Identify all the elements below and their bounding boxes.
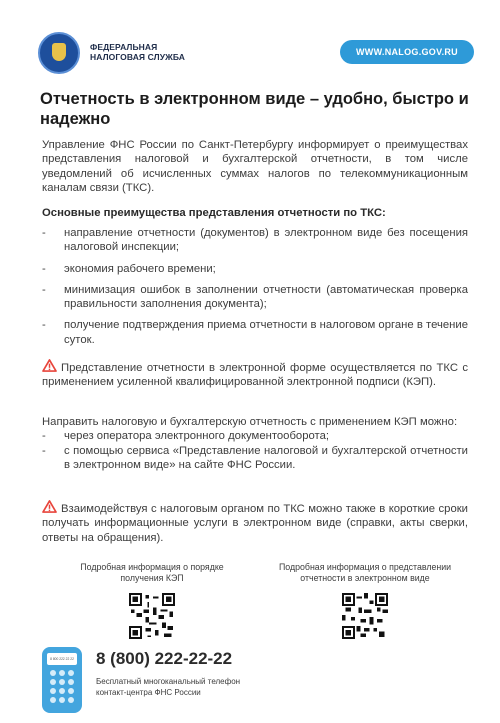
list-item: - через оператора электронного документооборота; <box>42 429 468 443</box>
list-item: - экономия рабочего времени; <box>42 262 468 276</box>
qr-code[interactable] <box>342 593 388 639</box>
qr-block-reporting <box>270 562 460 639</box>
phone-icon <box>42 647 82 713</box>
list-item-text: получение подтверждения приема отчетности в налоговом органе в течение суток. <box>64 319 468 346</box>
page-title: Отчетность в электронном виде – удобно, быстро и надежно <box>40 90 469 128</box>
org-name-line2: НАЛОГОВАЯ СЛУЖБА <box>90 52 185 62</box>
warning-note-kep <box>42 359 468 390</box>
phone-screen: 8 800 222 22 22 <box>47 653 77 665</box>
advantages-list <box>42 226 468 354</box>
list-item-text: минимизация ошибок в заполнении отчетности (автоматическая проверка правильности заполнения документа); <box>64 283 468 311</box>
qr-caption: Подробная информация о порядке получения КЭП <box>80 562 224 583</box>
list-item: - получение подтверждения приема отчетности в налоговом органе в течение суток. <box>42 319 468 346</box>
org-name-line1: ФЕДЕРАЛЬНАЯ <box>90 42 158 52</box>
list-item: - минимизация ошибок в заполнении отчетности (автоматическая проверка правильности заполнения документа); <box>42 283 468 311</box>
list-item: - с помощью сервиса «Представление налоговой и бухгалтерской отчетности в электронном виде» на сайте ФНС России. <box>42 444 468 471</box>
send-section <box>42 415 468 472</box>
list-item-text: направление отчетности (документов) в электронном виде без посещения налоговой инспекции; <box>64 227 468 254</box>
fns-emblem-icon <box>38 32 80 74</box>
qr-caption: Подробная информация о представлении отчетности в электронном виде <box>278 562 452 583</box>
qr-code[interactable] <box>129 593 175 639</box>
warning-icon <box>42 500 57 513</box>
warning-note-services <box>42 500 468 545</box>
intro-paragraph: Управление ФНС России по Санкт-Петербургу информирует о преимуществах представления налоговой и бухгалтерской отчетности, в том числе уведомлений об исчисленных суммах налогов по телекоммуникационным каналам связи (ТКС). <box>42 139 468 194</box>
keypad <box>50 670 74 703</box>
phone-number[interactable]: 8 (800) 222-22-22 <box>96 649 233 668</box>
list-item-text: через оператора электронного документооборота; <box>64 430 329 443</box>
warning-text: Представление отчетности в электронной форме осуществляется по ТКС с применением усиленной квалифицированной электронной подписи (КЭП). <box>42 362 468 389</box>
header <box>38 32 474 72</box>
list-item-text: с помощью сервиса «Представление налоговой и бухгалтерской отчетности в электронном виде» на сайте ФНС России. <box>64 444 468 471</box>
phone-description-line2: контакт-центра ФНС России <box>96 687 201 697</box>
phone-description <box>96 677 316 698</box>
website-link[interactable]: WWW.NALOG.GOV.RU <box>340 40 474 64</box>
phone-description-line1: Бесплатный многоканальный телефон <box>96 677 241 686</box>
warning-text: Взаимодействуя с налоговым органом по ТКС можно также в короткие сроки получать информационные услуги в электронном виде (справки, акты сверки, ответы на обращения). <box>42 503 468 544</box>
advantages-heading: Основные преимущества представления отчетности по ТКС: <box>42 207 386 219</box>
send-lead: Направить налоговую и бухгалтерскую отчетность с применением КЭП можно: <box>42 416 458 428</box>
org-name <box>90 42 210 62</box>
qr-block-kep <box>72 562 232 639</box>
list-item: - направление отчетности (документов) в электронном виде без посещения налоговой инспекции; <box>42 227 468 254</box>
list-item-text: экономия рабочего времени; <box>64 262 216 275</box>
warning-icon <box>42 359 57 372</box>
